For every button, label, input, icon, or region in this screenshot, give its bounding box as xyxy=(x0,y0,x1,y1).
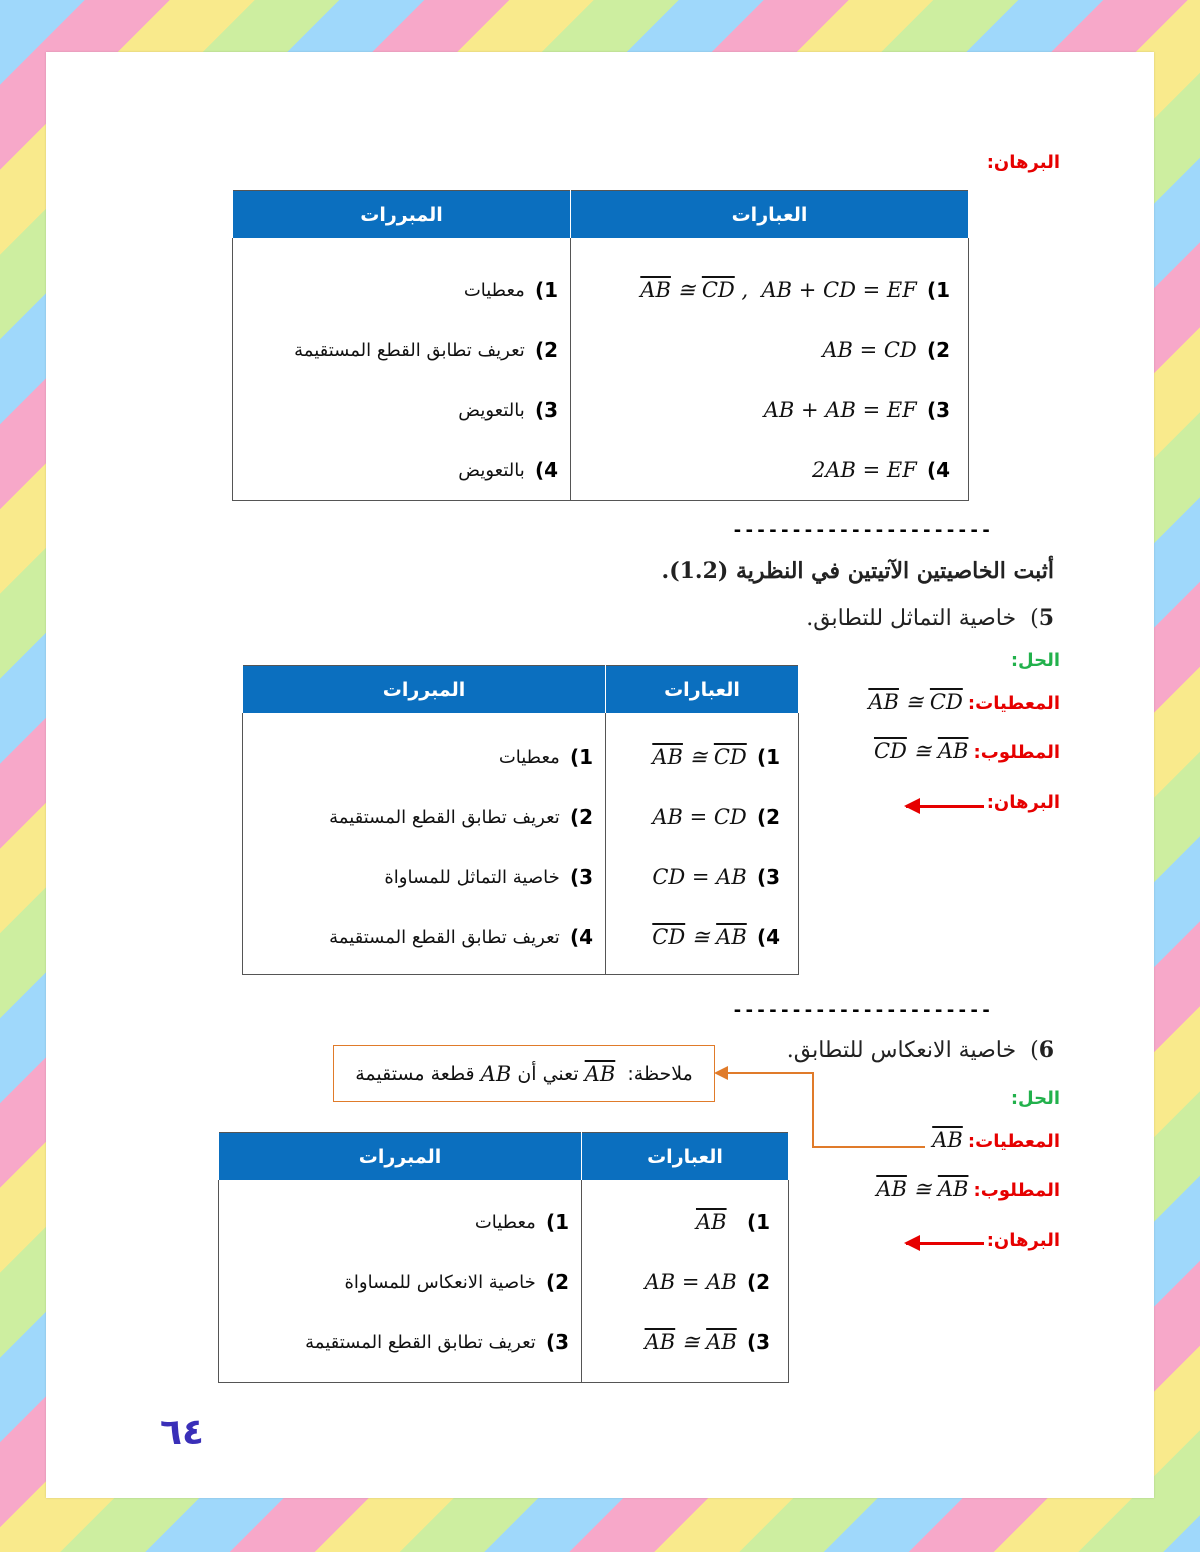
part6-reason-2: خاصية الانعكاس للمساواة xyxy=(344,1271,536,1293)
part6-given: المعطيات: $\overline{AB}$ xyxy=(932,1128,1060,1152)
part6-arrow-icon xyxy=(906,1242,984,1245)
proof1-reason-3: بالتعويض xyxy=(458,399,525,421)
part6-title: 6) خاصية الانعكاس للتطابق. xyxy=(786,1037,1054,1063)
part6-statements-header: العبارات xyxy=(582,1133,789,1181)
part6-statement-3: $\overline{AB}$ ≅ $\overline{AB}$ xyxy=(644,1330,737,1354)
part6-proof-label: البرهان: xyxy=(986,1230,1060,1251)
proof1-statement-3: AB + AB = EF xyxy=(763,398,917,422)
part5-statement-4: $\overline{CD}$ ≅ $\overline{AB}$ xyxy=(652,925,747,949)
part5-reasons-header: المبررات xyxy=(243,666,606,714)
part5-proof-label: البرهان: xyxy=(986,792,1060,813)
proof1-statement-2: AB = CD xyxy=(822,338,917,362)
part6-reason-1: معطيات xyxy=(474,1211,536,1233)
proof1-table: المبررات العبارات 1 ) معطيات 2 ) تعريف تطابق القطع المستقيمة 3 ) بالتعويض 4 ) بالتعويض 1 ) $\overline{AB}$ ≅ $\overline{CD}$ , AB + CD = EF 2 ) AB = CD 3 ) AB + AB = EF 4 ) 2AB = EF xyxy=(232,190,969,501)
part5-title: 5) خاصية التماثل للتطابق. xyxy=(806,605,1054,631)
part5-arrow-icon xyxy=(906,805,984,808)
part5-statement-1: $\overline{AB}$ ≅ $\overline{CD}$ xyxy=(652,745,747,769)
proof1-reasons-header: المبررات xyxy=(233,191,571,239)
page-number: ٦٤ xyxy=(160,1412,204,1453)
proof1-label: البرهان: xyxy=(986,152,1060,173)
part5-reason-1: معطيات xyxy=(498,746,560,768)
part5-statement-2: AB = CD xyxy=(652,805,747,829)
part5-table: المبررات العبارات 1 ) معطيات 2 ) تعريف تطابق القطع المستقيمة 3 ) خاصية التماثل للمساواة 4 ) تعريف تطابق القطع المستقيمة 1 ) $\overline{AB}$ ≅ $\overline{CD}$ 2 ) AB = CD 3 ) CD = AB 4 ) $\overline{CD}$ ≅ $\overline{AB}$ xyxy=(242,665,799,975)
part5-reason-3: خاصية التماثل للمساواة xyxy=(384,866,560,888)
proof1-reason-1: معطيات xyxy=(463,279,525,301)
part6-statement-2: AB = AB xyxy=(644,1270,737,1294)
part5-given: المعطيات: $\overline{AB}$ ≅ $\overline{CD}$ xyxy=(868,690,1060,714)
theorem-intro: أثبت الخاصيتين الآتيتين في النظرية (1.2). xyxy=(661,558,1054,584)
part6-reasons-header: المبررات xyxy=(219,1133,582,1181)
part5-reason-4: تعريف تطابق القطع المستقيمة xyxy=(329,926,560,948)
part5-statement-3: CD = AB xyxy=(652,865,747,889)
part5-required: المطلوب: $\overline{CD}$ ≅ $\overline{AB}$ xyxy=(873,739,1060,763)
part5-solution-label: الحل: xyxy=(1010,650,1060,671)
proof1-statement-1: $\overline{AB}$ ≅ $\overline{CD}$ , AB + CD = EF xyxy=(640,278,917,302)
part5-statements-header: العبارات xyxy=(606,666,799,714)
part6-statement-1: $\overline{AB}$ xyxy=(695,1210,727,1234)
part6-required: المطلوب: $\overline{AB}$ ≅ $\overline{AB}$ xyxy=(876,1177,1060,1201)
part6-reason-3: تعريف تطابق القطع المستقيمة xyxy=(305,1331,536,1353)
proof1-statements-header: العبارات xyxy=(571,191,969,239)
divider-2: ---------------------- xyxy=(732,1000,993,1021)
part6-table: المبررات العبارات 1 ) معطيات 2 ) خاصية الانعكاس للمساواة 3 ) تعريف تطابق القطع المستقيمة 1 ) $\overline{AB}$ 2 ) AB = AB 3 ) $\overline{AB}$ ≅ $\overline{AB}$ xyxy=(218,1132,789,1383)
proof1-statement-4: 2AB = EF xyxy=(811,458,917,482)
note-box: ملاحظة: $\overline{AB}$ تعني أن AB قطعة مستقيمة xyxy=(333,1045,715,1102)
proof1-reason-4: بالتعويض xyxy=(458,459,525,481)
part5-reason-2: تعريف تطابق القطع المستقيمة xyxy=(329,806,560,828)
part6-solution-label: الحل: xyxy=(1010,1088,1060,1109)
proof1-reason-2: تعريف تطابق القطع المستقيمة xyxy=(294,339,525,361)
divider-1: ---------------------- xyxy=(732,520,993,541)
